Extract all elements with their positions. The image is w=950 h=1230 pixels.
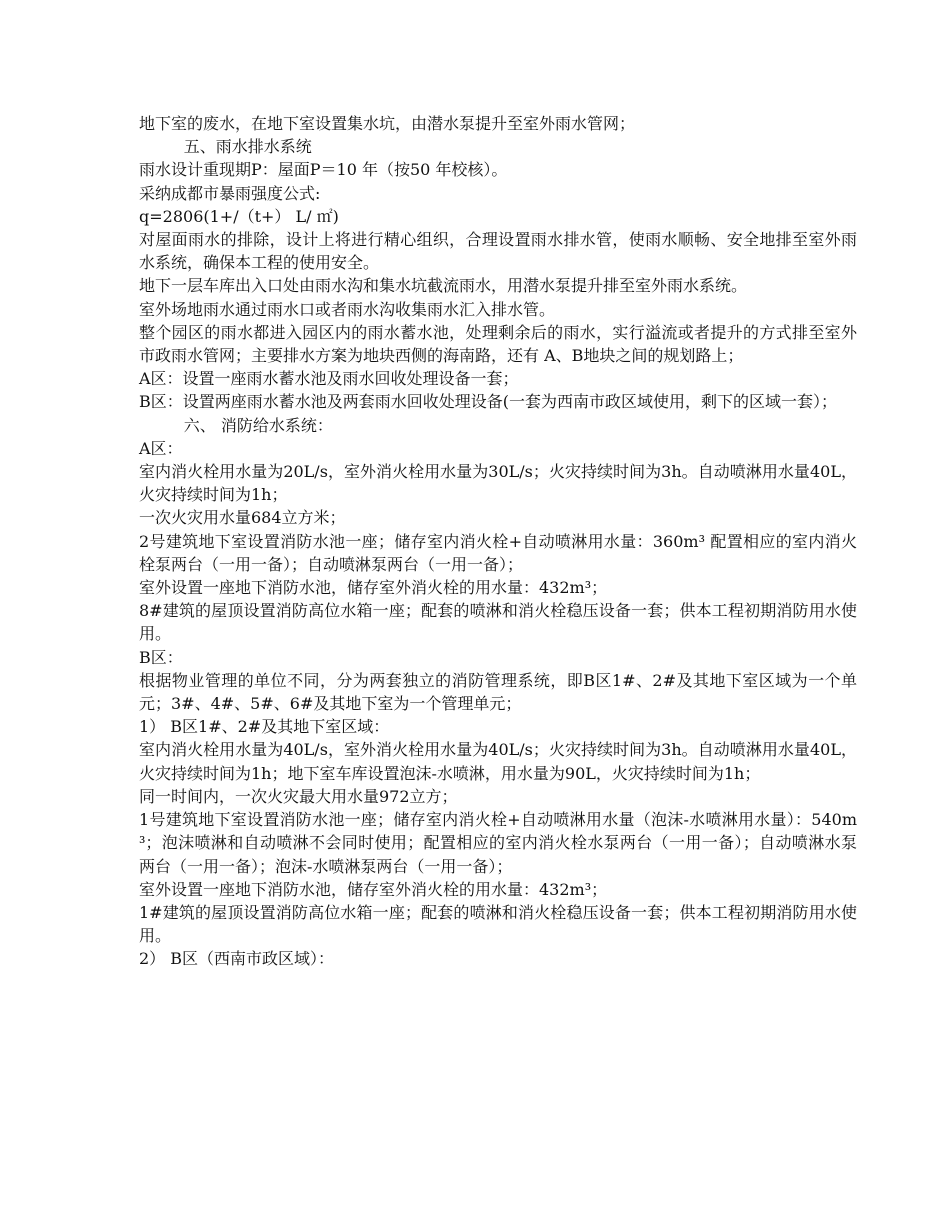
paragraph-zone-b-management: 根据物业管理的单位不同，分为两套独立的消防管理系统，即B区1#、2#及其地下室区域为一个单元；3#、4#、5#、6#及其地下室为一个管理单元； [139, 670, 857, 714]
paragraph-zone-b-item-2: 2） B区（西南市政区域）： [139, 949, 335, 969]
paragraph-zone-b-rain: B区：设置两座雨水蓄水池及两套雨水回收处理设备(一套为西南市政区域使用，剩下的区域一套）； [139, 392, 838, 412]
paragraph-zone-b-pool: 1号建筑地下室设置消防水池一座；储存室内消火栓+自动喷淋用水量（泡沫-水喷淋用水量）：540m³；泡沫喷淋和自动喷淋不会同时使用；配置相应的室内消火栓水泵两台（一用一备）；自动喷淋水泵两台（一用一备）；泡沫-水喷淋泵两台（一用一备）； [139, 810, 857, 876]
paragraph-storage-tank: 整个园区的雨水都进入园区内的雨水蓄水池，处理剩余后的雨水，实行溢流或者提升的方式排至室外市政雨水管网；主要排水方案为地块西侧的海南路，还有 A、B地块之间的规划路上； [139, 322, 857, 366]
paragraph-basement-wastewater: 地下室的废水，在地下室设置集水坑，由潜水泵提升至室外雨水管网； [139, 114, 636, 133]
paragraph-zone-a-pool: 2号建筑地下室设置消防水池一座；储存室内消火栓+自动喷淋用水量：360m³ 配置相应的室内消火栓泵两台（一用一备）；自动喷淋泵两台（一用一备）； [139, 531, 857, 574]
paragraph-zone-a-roof-tank: 8#建筑的屋顶设置消防高位水箱一座；配套的喷淋和消火栓稳压设备一套；供本工程初期消防用水使用。 [139, 601, 857, 644]
paragraph-zone-b-outdoor-pool: 室外设置一座地下消防水池，储存室外消火栓的用水量：432m³； [139, 879, 608, 899]
paragraph-rainstorm-formula-intro: 采纳成都市暴雨强度公式: [139, 183, 321, 203]
paragraph-zone-a-volume: 一次火灾用水量684立方米； [139, 508, 346, 528]
paragraph-site-drainage: 室外场地雨水通过雨水口或者雨水沟收集雨水汇入排水管。 [139, 299, 556, 319]
paragraph-zone-b-volume: 同一时间内，一次火灾最大用水量972立方； [139, 786, 458, 806]
paragraph-zone-a-label: A区： [139, 438, 183, 458]
paragraph-return-period: 雨水设计重现期P：屋面P＝10 年（按50 年校核）。 [139, 160, 508, 180]
paragraph-zone-a-hydrant: 室内消火栓用水量为20L/s，室外消火栓用水量为30L/s；火灾持续时间为3h。自动喷淋用水量40L，火灾持续时间为1h； [139, 462, 857, 505]
paragraph-zone-b-item-1: 1） B区1#、2#及其地下室区域： [139, 717, 390, 737]
paragraph-garage-drainage: 地下一层车库出入口处由雨水沟和集水坑截流雨水，用潜水泵提升排至室外雨水系统。 [139, 276, 748, 296]
paragraph-zone-a-rain: A区：设置一座雨水蓄水池及雨水回收处理设备一套； [139, 369, 519, 389]
paragraph-zone-b-hydrant: 室内消火栓用水量为40L/s，室外消火栓用水量为40L/s；火灾持续时间为3h。自动喷淋用水量40L，火灾持续时间为1h；地下室车库设置泡沫-水喷淋，用水量为90L，火灾持续时间为1h； [139, 740, 857, 783]
paragraph-zone-a-outdoor-pool: 室外设置一座地下消防水池，储存室外消火栓的用水量：432m³； [139, 578, 608, 598]
document-page [139, 112, 857, 971]
paragraph-roof-drainage: 对屋面雨水的排除，设计上将进行精心组织，合理设置雨水排水管，使雨水顺畅、安全地排至室外雨水系统，确保本工程的使用安全。 [139, 230, 857, 273]
section-heading-rainwater: 五、雨水排水系统 [183, 137, 312, 157]
paragraph-zone-b-label: B区： [139, 647, 183, 667]
paragraph-rainstorm-formula: q=2806(1+/（t+） L/ ㎡) [139, 206, 339, 226]
section-heading-fire: 六、 消防给水系统： [183, 415, 333, 435]
paragraph-zone-b-roof-tank: 1#建筑的屋顶设置消防高位水箱一座；配套的喷淋和消火栓稳压设备一套；供本工程初期消防用水使用。 [139, 902, 857, 946]
